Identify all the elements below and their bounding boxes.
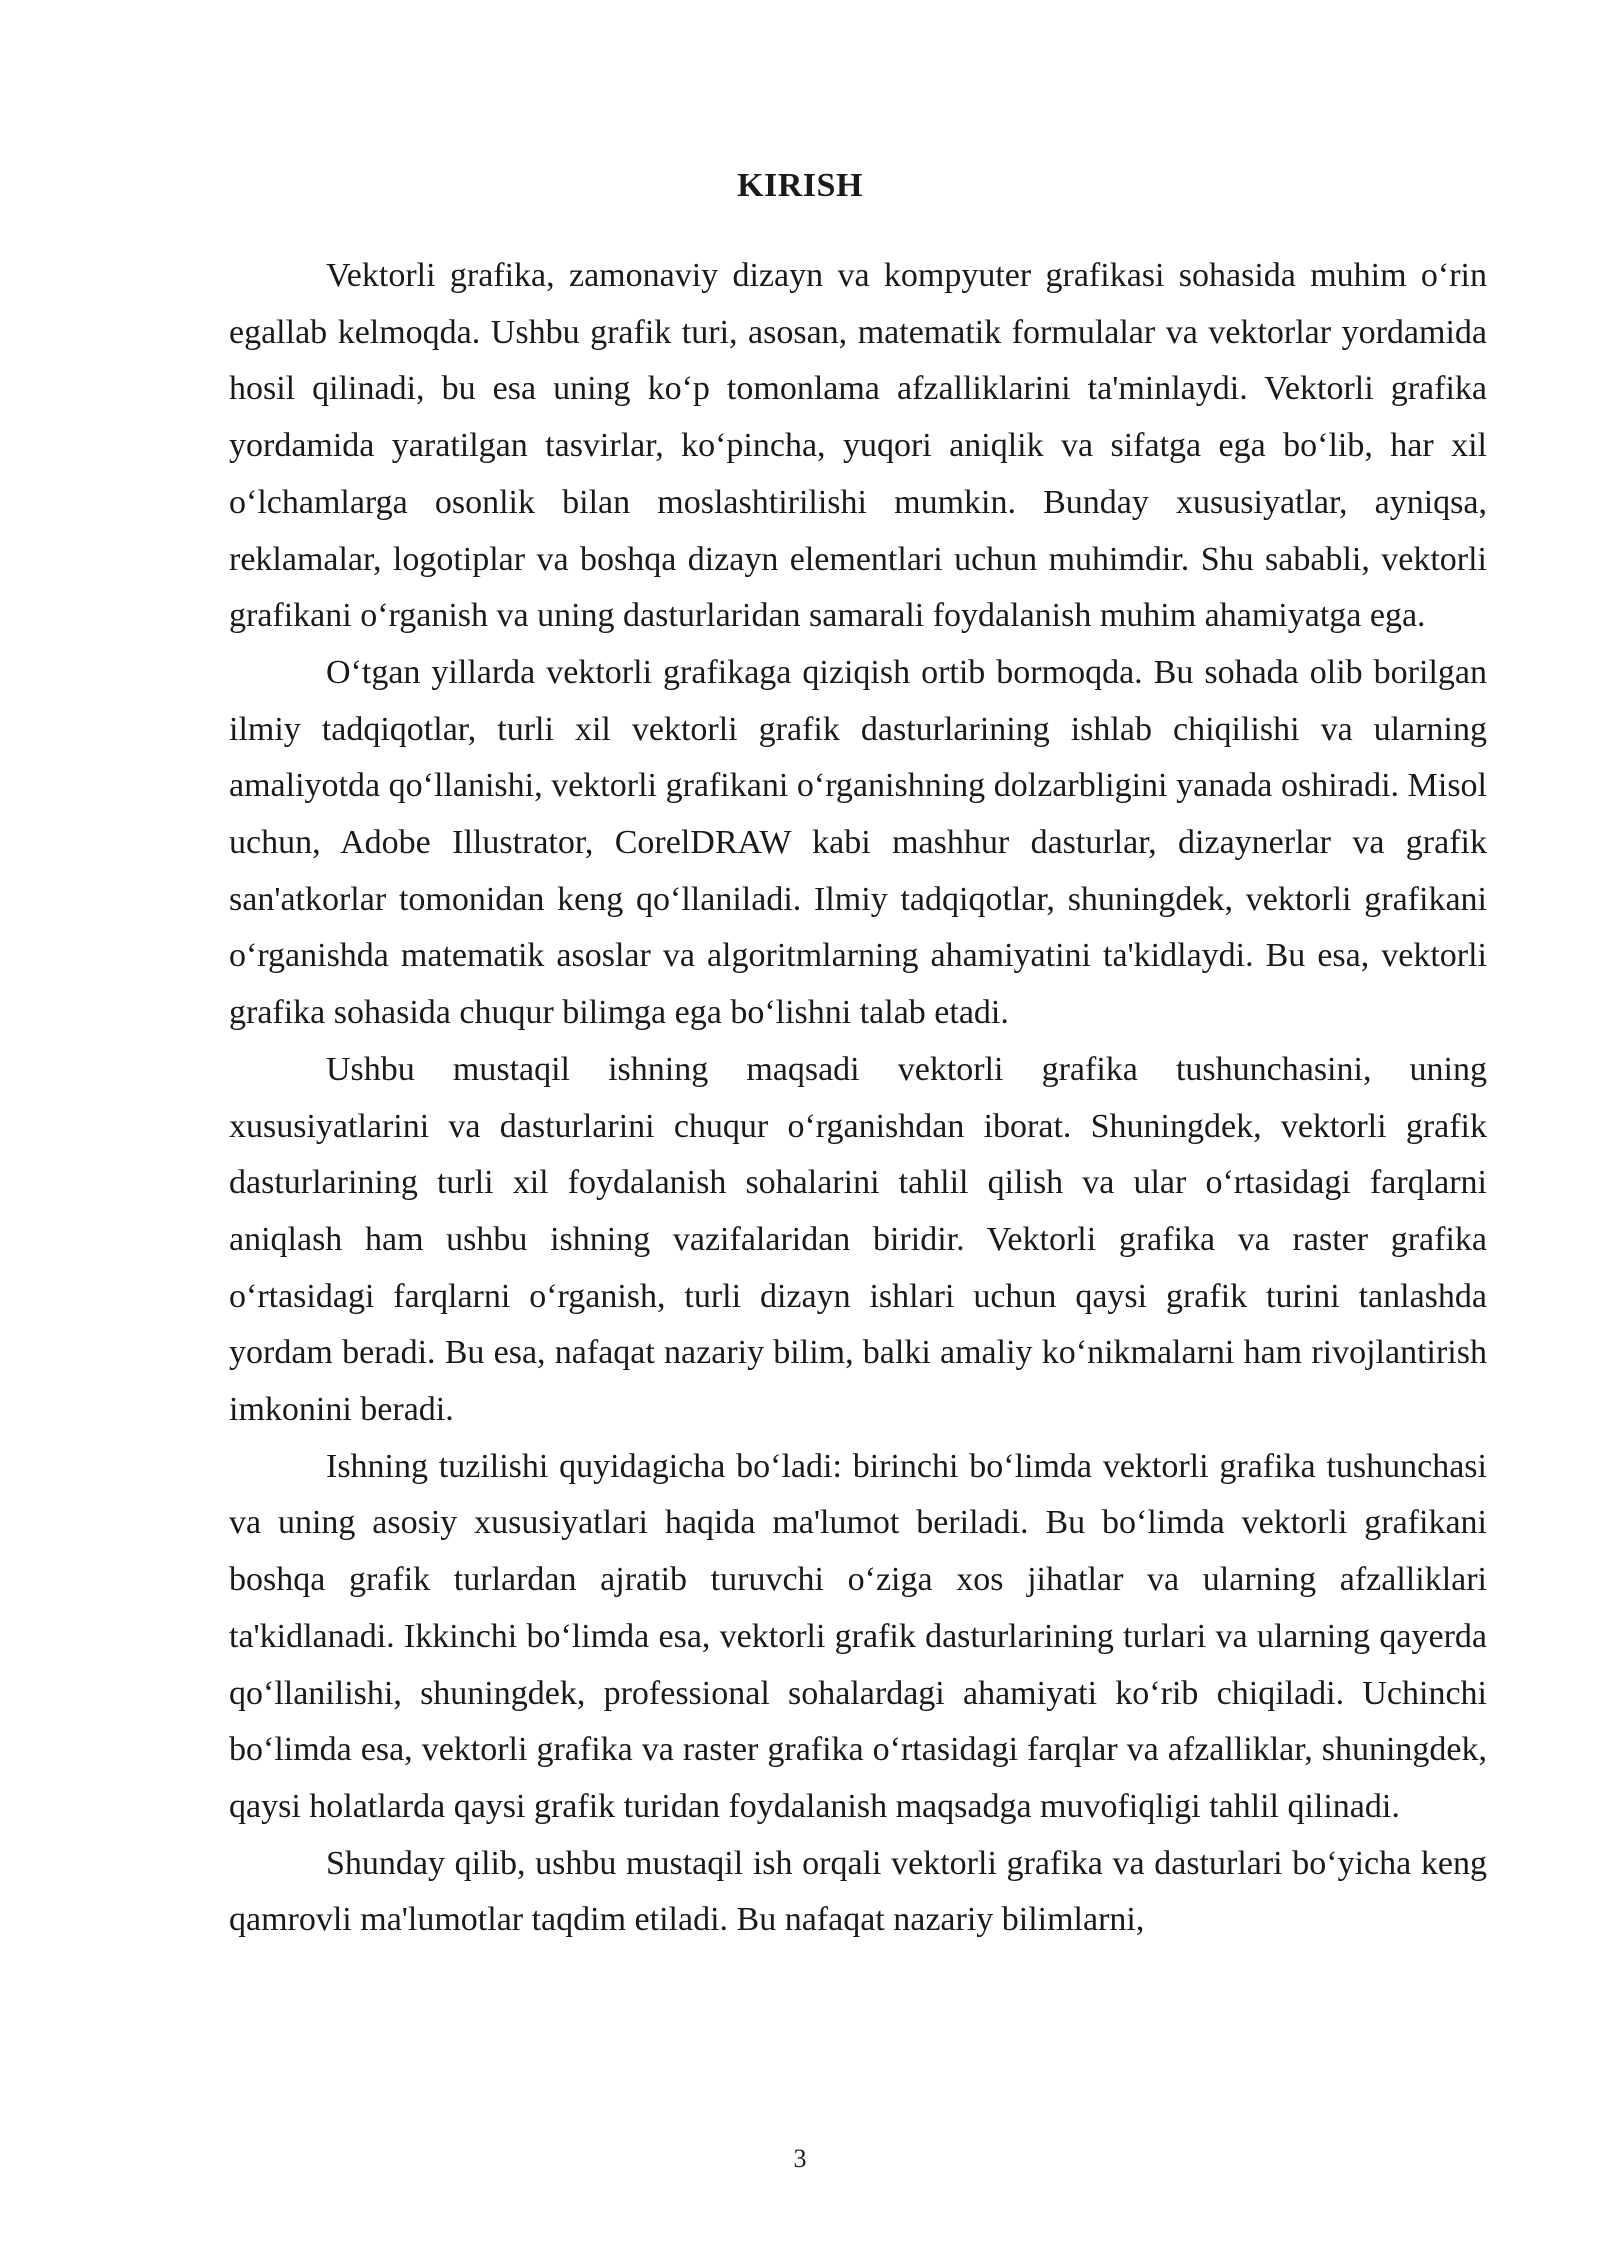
page-number: 3 [793, 2144, 807, 2173]
paragraph-4: Ishning tuzilishi quyidagicha bo‘ladi: birinchi bo‘limda vektorli grafika tushunchasi va uning asosiy xususiyatlari haqida ma'lumot beriladi. Bu bo‘limda vektorli grafikani boshqa grafik turlardan ajratib turuvchi o‘ziga xos jihatlar va ularning afzalliklari ta'kidlanadi. Ikkinchi bo‘limda esa, vektorli grafik dasturlarining turlari va ularning qayerda qo‘llanilishi, shuningdek, professional sohalardagi ahamiyati ko‘rib chiqiladi. Uchinchi bo‘limda esa, vektorli grafika va raster grafika o‘rtasidagi farqlar va afzalliklar, shuningdek, qaysi holatlarda qaysi grafik turidan foydalanish maqsadga muvofiqligi tahlil qilinadi. [229, 1447, 1487, 1825]
paragraph-1: Vektorli grafika, zamonaviy dizayn va kompyuter grafikasi sohasida muhim o‘rin egallab kelmoqda. Ushbu grafik turi, asosan, matematik formulalar va vektorlar yordamida hosil qilinadi, bu esa uning ko‘p tomonlama afzalliklarini ta'minlaydi. Vektorli grafika yordamida yaratilgan tasvirlar, ko‘pincha, yuqori aniqlik va sifatga ega bo‘lib, har xil o‘lchamlarga osonlik bilan moslashtirilishi mumkin. Bunday xususiyatlar, ayniqsa, reklamalar, logotiplar va boshqa dizayn elementlari uchun muhimdir. Shu sababli, vektorli grafikani o‘rganish va uning dasturlaridan samarali foydalanish muhim ahamiyatga ega. [229, 257, 1487, 635]
paragraph-5: Shunday qilib, ushbu mustaqil ish orqali vektorli grafika va dasturlari bo‘yicha keng qamrovli ma'lumotlar taqdim etiladi. Bu nafaqat nazariy bilimlarni, [229, 1844, 1487, 1939]
page-title: KIRISH [737, 167, 863, 204]
paragraph-2: O‘tgan yillarda vektorli grafikaga qiziqish ortib bormoqda. Bu sohada olib borilgan ilmiy tadqiqotlar, turli xil vektorli grafik dasturlarining ishlab chiqilishi va ularning amaliyotda qo‘llanishi, vektorli grafikani o‘rganishning dolzarbligini yanada oshiradi. Misol uchun, Adobe Illustrator, CorelDRAW kabi mashhur dasturlar, dizaynerlar va grafik san'atkorlar tomonidan keng qo‘llaniladi. Ilmiy tadqiqotlar, shuningdek, vektorli grafikani o‘rganishda matematik asoslar va algoritmlarning ahamiyatini ta'kidlaydi. Bu esa, vektorli grafika sohasida chuqur bilimga ega bo‘lishni talab etadi. [229, 653, 1487, 1032]
body-text [229, 248, 1487, 1949]
paragraph-3: Ushbu mustaqil ishning maqsadi vektorli grafika tushunchasini, uning xususiyatlarini va dasturlarini chuqur o‘rganishdan iborat. Shuningdek, vektorli grafik dasturlarining turli xil foydalanish sohalarini tahlil qilish va ular o‘rtasidagi farqlarni aniqlash ham ushbu ishning vazifalaridan biridir. Vektorli grafika va raster grafika o‘rtasidagi farqlarni o‘rganish, turli dizayn ishlari uchun qaysi grafik turini tanlashda yordam beradi. Bu esa, nafaqat nazariy bilim, balki amaliy ko‘nikmalarni ham rivojlantirish imkonini beradi. [229, 1050, 1487, 1429]
